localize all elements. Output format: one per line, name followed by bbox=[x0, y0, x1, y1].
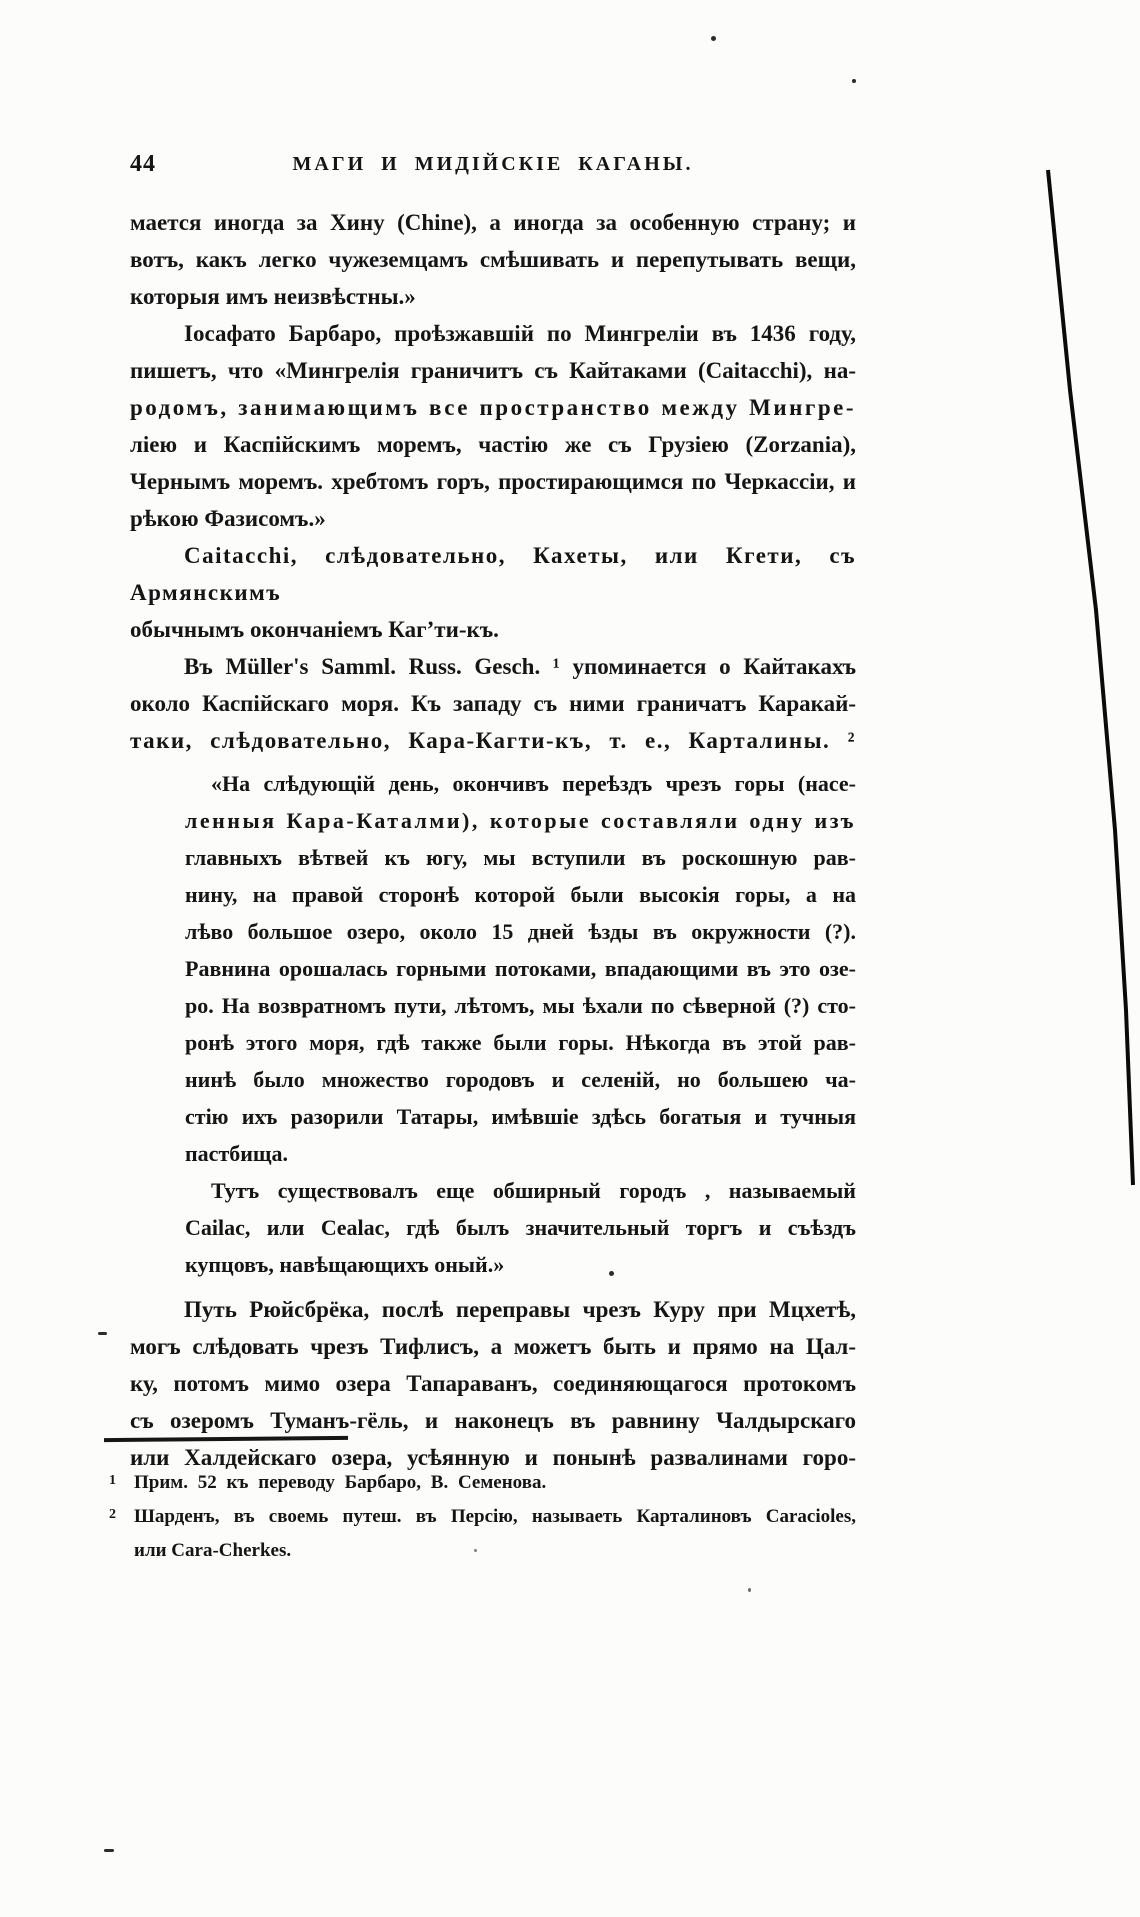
text-line: купцовъ, навѣщающихъ оный.» bbox=[185, 1252, 505, 1277]
text-line: ліею и Каспійскимъ моремъ, частію же съ Грузіею (Zorzania), bbox=[130, 432, 856, 457]
text-line: главныхъ вѣтвей къ югу, мы вступили въ роскошную рав- bbox=[185, 845, 856, 870]
scan-speck bbox=[104, 1849, 114, 1852]
block-quote-1 bbox=[185, 765, 856, 1172]
body-text bbox=[130, 204, 856, 1476]
text-line: Равнина орошалась горными потоками, впадающими въ это озе- bbox=[185, 956, 856, 981]
text-line: или Халдейскаго озера, усѣянную и понынѣ развалинами горо- bbox=[130, 1445, 856, 1470]
text-line: ку, потомъ мимо озера Тапараванъ, соединяющагося протокомъ bbox=[130, 1371, 856, 1396]
scan-speck bbox=[711, 36, 716, 41]
page-number: 44 bbox=[130, 151, 156, 177]
paragraph-1 bbox=[130, 204, 856, 315]
paragraph-3 bbox=[130, 537, 856, 648]
footnote-2 bbox=[104, 1500, 856, 1568]
text-line: таки, слѣдовательно, Кара-Кагти-къ, т. е., Карталины. ² bbox=[130, 728, 856, 753]
text-line: Іосафато Барбаро, проѣзжавшій по Мингреліи въ 1436 году, bbox=[184, 321, 856, 346]
footnote-1-marker: 1 bbox=[109, 1473, 116, 1488]
block-quote-2 bbox=[185, 1172, 856, 1283]
text-line: Тутъ существовалъ еще обширный городъ , называемый bbox=[211, 1178, 856, 1203]
text-line: Caitacchi, слѣдовательно, Кахеты, или Кгети, съ Армянскимъ bbox=[130, 543, 856, 605]
paragraph-2 bbox=[130, 315, 856, 537]
paragraph-4 bbox=[130, 648, 856, 759]
footnotes bbox=[104, 1466, 856, 1568]
text-line: «На слѣдующій день, окончивъ переѣздъ чрезъ горы (насе- bbox=[211, 771, 856, 796]
scan-speck bbox=[98, 1332, 107, 1335]
footnote-1 bbox=[104, 1466, 856, 1500]
text-line: лѣво большое озеро, около 15 дней ѣзды въ окружности (?). bbox=[185, 919, 856, 944]
text-line: вотъ, какъ легко чужеземцамъ смѣшивать и перепутывать вещи, bbox=[130, 247, 856, 272]
text-line: Cailac, или Cealac, гдѣ былъ значительный торгъ и съѣздъ bbox=[185, 1215, 856, 1240]
scan-speck bbox=[748, 1588, 751, 1592]
footnote-2-line: Шарденъ, въ своемь путеш. въ Персію, называеть Карталиновъ Caracioles, bbox=[134, 1506, 856, 1527]
text-line: нину, на правой сторонѣ которой были высокія горы, а на bbox=[185, 882, 856, 907]
text-line: рѣкою Фазисомъ.» bbox=[130, 506, 326, 531]
text-line: родомъ, занимающимъ все пространство между Мингре- bbox=[130, 395, 856, 420]
scan-speck bbox=[852, 79, 856, 83]
text-line: Путь Рюйсбрёка, послѣ переправы чрезъ Куру при Мцхетѣ, bbox=[184, 1297, 856, 1322]
text-line: ронѣ этого моря, гдѣ также были горы. Нѣкогда въ этой рав- bbox=[185, 1030, 856, 1055]
text-line: ленныя Кара-Каталми), которые составляли одну изъ bbox=[185, 808, 856, 833]
text-line: нинѣ было множество городовъ и селеній, но большею ча- bbox=[185, 1067, 856, 1092]
text-line: около Каспійскаго моря. Къ западу съ ними граничатъ Каракай- bbox=[130, 691, 856, 716]
text-line: Чернымъ моремъ. хребтомъ горъ, простирающимся по Черкассіи, и bbox=[130, 469, 856, 494]
running-title: МАГИ И МИДІЙСКІЕ КАГАНЫ. bbox=[292, 153, 694, 175]
text-line: съ озеромъ Туманъ-гёль, и наконецъ въ равнину Чалдырскаго bbox=[130, 1408, 856, 1433]
paragraph-5 bbox=[130, 1291, 856, 1476]
page-header bbox=[130, 150, 856, 182]
text-line: пастбища. bbox=[185, 1141, 288, 1166]
text-line: стію ихъ разорили Татары, имѣвшіе здѣсь богатыя и тучныя bbox=[185, 1104, 856, 1129]
text-line: мается иногда за Хину (Chine), а иногда за особенную страну; и bbox=[130, 210, 856, 235]
scan-speck bbox=[609, 1271, 614, 1276]
footnote-2-line: или Cara-Cherkes. bbox=[134, 1540, 292, 1561]
text-line: могъ слѣдовать чрезъ Тифлисъ, а можетъ быть и прямо на Цал- bbox=[130, 1334, 856, 1359]
text-line: пишетъ, что «Мингрелія граничитъ съ Кайтаками (Caitacchi), на- bbox=[130, 358, 856, 383]
text-line: Въ Müller's Samml. Russ. Gesch. ¹ упоминается о Кайтакахъ bbox=[184, 654, 856, 679]
text-line: обычнымъ окончаніемъ Каг’ти-къ. bbox=[130, 617, 499, 642]
text-line: ро. На возвратномъ пути, лѣтомъ, мы ѣхали по сѣверной (?) сто- bbox=[185, 993, 856, 1018]
footnote-2-marker: 2 bbox=[109, 1507, 116, 1522]
footnote-1-text: Прим. 52 къ переводу Барбаро, В. Семенова. bbox=[134, 1472, 547, 1493]
text-line: которыя имъ неизвѣстны.» bbox=[130, 284, 416, 309]
scan-speck bbox=[474, 1549, 477, 1552]
